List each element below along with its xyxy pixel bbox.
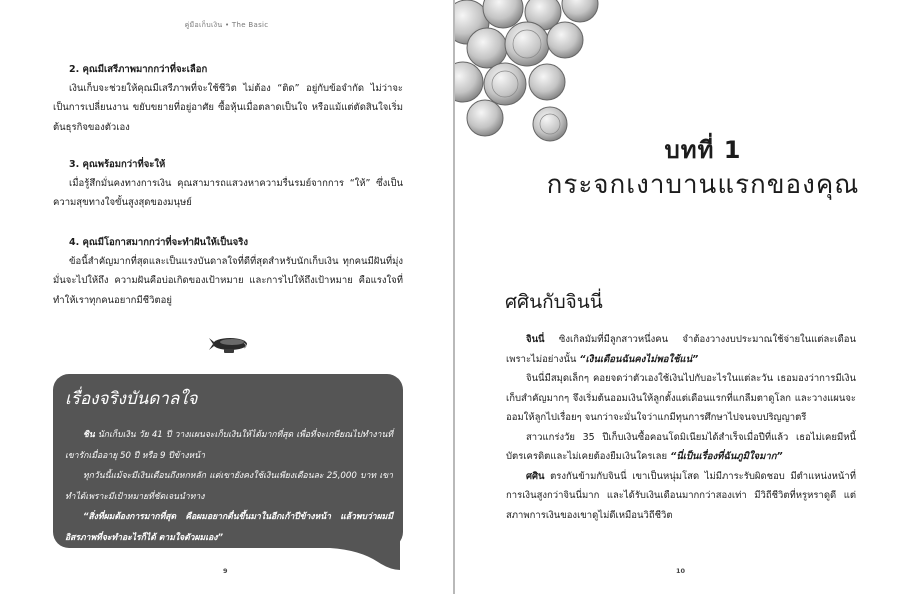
story-paragraph — [506, 467, 856, 526]
section-heading: ศศินกับจินนี่ — [505, 291, 603, 313]
story-text: ซิงเกิลมัมที่มีลูกสาวหนึ่งคน จำต้องวางงบประมาณใช้จ่ายในแต่ละเดือน เพราะไม่อย่างนั้น — [506, 334, 856, 365]
callout-paragraph: ทุกวันนี้แม้จะมีเงินเดือนถึงหกหลัก แต่เขายังคงใช้เงินเพียงเดือนละ 25,000 บาท เขาทำได้เพราะมีเป้าหมายที่ชัดเจนนำทาง — [65, 471, 393, 502]
page-number: 10 — [676, 567, 686, 575]
story-quote: “เงินเดือนฉันคงไม่พอใช้แน่” — [579, 353, 699, 365]
callout-body — [65, 425, 393, 548]
callout-title: เรื่องจริงบันดาลใจ — [65, 389, 198, 409]
story-quote: “นี่เป็นเรื่องที่ฉันภูมิใจมาก” — [670, 451, 783, 462]
blimp-icon — [208, 334, 250, 356]
point-body: ข้อนี้สำคัญมากที่สุดและเป็นแรงบันดาลใจที่ดีที่สุดสำหรับนักเก็บเงิน ทุกคนมีฝันที่มุ่งมั่นจะไปให้ถึง ความฝันคือบ่อเกิดของเป้าหมาย และการไปให้ถึงเป้าหมาย คือแรงใจที่ทำให้เราทุกคนอยากมีชีวิตอยู่ — [53, 255, 403, 306]
running-head: คู่มือเก็บเงิน • The Basic — [184, 21, 269, 29]
chapter-number: บทที่ 1 — [664, 136, 742, 164]
point-body: เมื่อรู้สึกมั่นคงทางการเงิน คุณสามารถแสวงหาความรื่นรมย์จากการ “ให้” ซึ่งเป็นความสุขทางใจขั้นสูงสุดของมนุษย์ — [53, 177, 403, 208]
story-paragraph: จินนี่มีสมุดเล็กๆ คอยจดว่าตัวเองใช้เงินไปกับอะไรในแต่ละวัน เธอมองว่าการมีเงินเก็บสำคัญมากๆ จึงเริ่มต้นออมเงินให้ลูกตั้งแต่เดือนแรกที่แกลืมตาดูโลก และวางแผนจะออมให้ลูกไปเรื่อยๆ จนกว่าจะมั่นใจว่าแกมีทุนการศึกษาไปจนจบปริญญาตรี — [506, 373, 856, 423]
point-heading: 3. คุณพร้อมกว่าที่จะให้ — [69, 159, 166, 170]
story-text: ตรงกันข้ามกับจินนี่ เขาเป็นหนุ่มโสด ไม่มีภาระรับผิดชอบ มีตำแหน่งหน้าที่การเงินสูงกว่าจินนี่มาก และได้รับเงินเดือนมากกว่าสองเท่า มีวิถีชีวิตที่หรูหราดูดี แต่สภาพการเงินของเขาดูไม่ดีเหมือนวิถีชีวิต — [506, 470, 856, 521]
point-2 — [53, 60, 403, 137]
point-heading: 2. คุณมีเสรีภาพมากกว่าที่จะเลือก — [69, 64, 208, 75]
point-body: เงินเก็บจะช่วยให้คุณมีเสรีภาพที่จะใช้ชีวิต ไม่ต้อง “ติด” อยู่กับข้อจำกัด ไม่ว่าจะเป็นการเปลี่ยนงาน ขยับขยายที่อยู่อาศัย ซื้อหุ้นเมื่อตลาดเป็นใจ หรือแม้แต่ตัดสินใจเริ่มต้นธุรกิจของตัวเอง — [53, 82, 403, 133]
story-paragraph — [506, 428, 856, 467]
story-paragraph — [506, 330, 856, 369]
callout-paragraph — [65, 425, 393, 466]
callout-name: ชิน — [83, 430, 95, 440]
point-3 — [53, 155, 403, 213]
callout-quote: “สิ่งที่ผมต้องการมากที่สุด คือผมอยากตื่นขึ้นมาในอีกเก้าปีข้างหน้า แล้วพบว่าผมมีอิสรภาพที่จะทำอะไรก็ได้ ตามใจตัวผมเอง” — [65, 512, 393, 543]
story-name: ศศิน — [526, 470, 545, 482]
story-name: จินนี่ — [526, 334, 545, 345]
chapter-title: กระจกเงาบานแรกของคุณ — [546, 170, 860, 200]
story-text: สาวแกร่งวัย 35 ปีเก็บเงินซื้อคอนโดมิเนียมได้สำเร็จเมื่อปีที่แล้ว เธอไม่เคยมีหนี้บัตรเครดิตและไม่เคยต้องยืมเงินใครเลย — [506, 431, 856, 462]
page-number: 9 — [223, 567, 228, 575]
story-body — [506, 330, 856, 525]
callout-text: นักเก็บเงิน วัย 41 ปี วางแผนจะเก็บเงินให้ได้มากที่สุด เพื่อที่จะเกษียณไปทำงานที่เขารักเมื่ออายุ 50 ปี หรือ 9 ปีข้างหน้า — [65, 430, 393, 461]
coins-illustration — [455, 0, 605, 145]
point-4 — [53, 233, 403, 310]
point-heading: 4. คุณมีโอกาสมากกว่าที่จะทำฝันให้เป็นจริง — [69, 237, 248, 248]
